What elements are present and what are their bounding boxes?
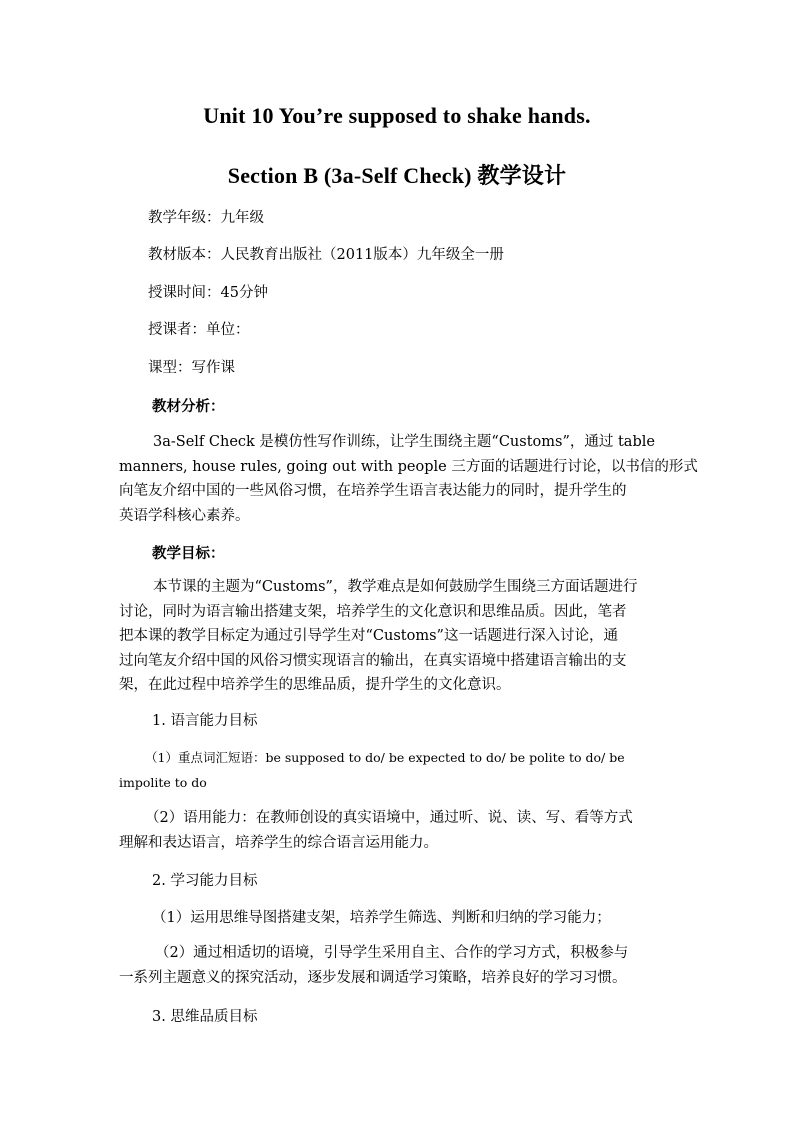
language-ability-heading: 1. 语言能力目标 bbox=[152, 713, 258, 729]
goals-line: 过向笔友介绍中国的风俗习惯实现语言的输出，在真实语境中搭建语言输出的支 bbox=[119, 652, 627, 669]
document-title: Unit 10 You’re supposed to shake hands. bbox=[203, 103, 591, 128]
goals-line: 讨论，同时为语言输出搭建支架，培养学生的文化意识和思维品质。因此，笔者 bbox=[119, 603, 627, 620]
section-heading-goals: 教学目标： bbox=[152, 545, 225, 562]
cooperative-item bbox=[119, 941, 674, 990]
pragmatic-line: 理解和表达语言，培养学生的综合语言运用能力。 bbox=[119, 834, 438, 851]
analysis-line: 3a-Self Check 是模仿性写作训练，让学生围绕主题“Customs”，通过 table bbox=[153, 434, 655, 450]
section-heading-analysis: 教材分析： bbox=[152, 398, 225, 415]
analysis-paragraph bbox=[119, 430, 698, 528]
goals-line: 本节课的主题为“Customs”，教学难点是如何鼓励学生围绕三方面话题进行 bbox=[153, 579, 638, 595]
analysis-line: 英语学科核心素养。 bbox=[119, 507, 250, 524]
vocabulary-line: （1）重点词汇短语：be supposed to do/ be expected to do/ be polite to do/ be bbox=[145, 750, 625, 765]
cooperative-line: （2）通过相适切的语境，引导学生采用自主、合作的学习方式，积极参与 bbox=[155, 945, 629, 961]
goals-line: 架，在此过程中培养学生的思维品质，提升学生的文化意识。 bbox=[119, 677, 511, 693]
meta-duration: 授课时间：45分钟 bbox=[148, 285, 268, 301]
vocabulary-line: impolite to do bbox=[119, 774, 207, 790]
cooperative-line: 一系列主题意义的探究活动，逐步发展和调适学习策略，培养良好的学习习惯。 bbox=[119, 969, 627, 986]
analysis-line: 向笔友介绍中国的一些风俗习惯，在培养学生语言表达能力的同时，提升学生的 bbox=[119, 483, 627, 499]
meta-teacher: 授课者：单位： bbox=[148, 322, 250, 338]
goals-paragraph bbox=[119, 575, 674, 698]
meta-textbook: 教材版本：人民教育出版社（2011版本）九年级全一册 bbox=[148, 247, 504, 263]
meta-lesson-type: 课型：写作课 bbox=[148, 360, 235, 376]
analysis-line: manners, house rules, going out with people 三方面的话题进行讨论，以书信的形式 bbox=[119, 458, 698, 475]
pragmatic-line: （2）语用能力：在教师创设的真实语境中，通过听、说、读、写、看等方式 bbox=[145, 810, 633, 826]
mindmap-item: （1）运用思维导图搭建支架，培养学生筛选、判断和归纳的学习能力； bbox=[152, 910, 611, 926]
learning-ability-heading: 2. 学习能力目标 bbox=[152, 873, 258, 889]
vocabulary-item bbox=[119, 746, 674, 795]
pragmatic-item bbox=[119, 806, 674, 855]
thinking-quality-heading: 3. 思维品质目标 bbox=[152, 1009, 258, 1025]
document-subtitle: Section B (3a-Self Check) 教学设计 bbox=[227, 163, 567, 188]
meta-grade: 教学年级：九年级 bbox=[148, 210, 264, 226]
goals-line: 把本课的教学目标定为通过引导学生对“Customs”这一话题进行深入讨论，通 bbox=[119, 628, 618, 644]
